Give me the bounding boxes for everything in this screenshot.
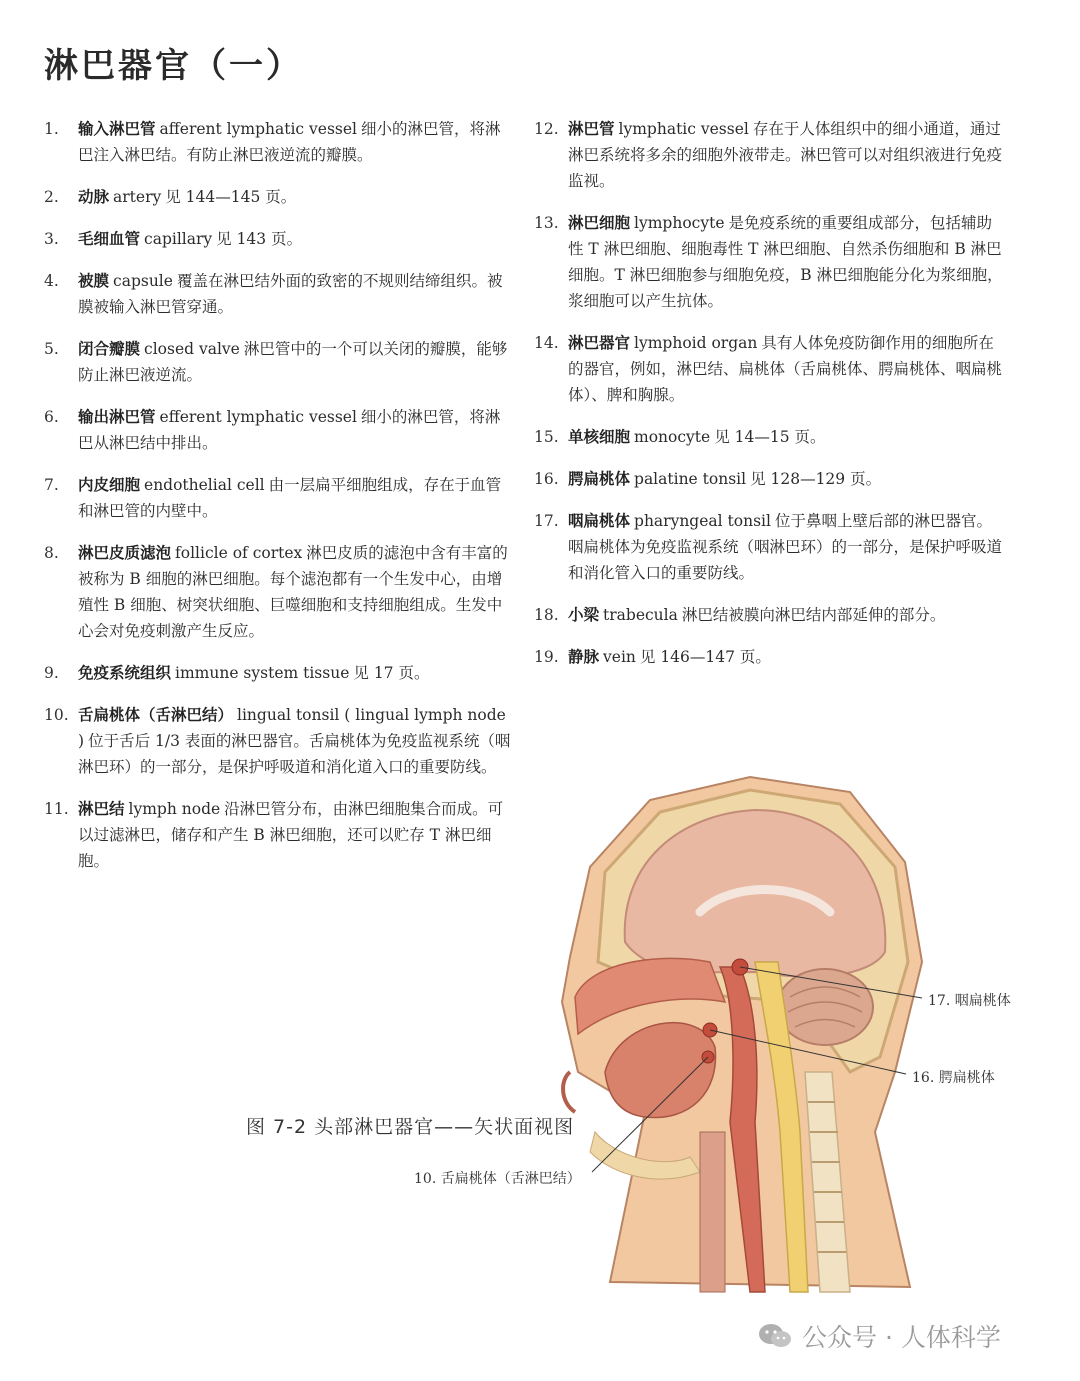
entry-term: 淋巴结 [78, 800, 125, 818]
leader-line-lingual [592, 1057, 708, 1172]
entry-description: 覆盖在淋巴结外面的致密的不规则结缔组织。被膜被输入淋巴管穿通。 [78, 272, 503, 316]
entry-english: efferent lymphatic vessel [159, 408, 357, 426]
entry-term: 单核细胞 [568, 428, 631, 446]
entry-description: 是免疫系统的重要组成部分，包括辅助性 T 淋巴细胞、细胞毒性 T 淋巴细胞、自然杀伤细胞和 B 淋巴细胞。T 淋巴细胞参与细胞免疫，B 淋巴细胞能分化为浆细胞，浆细胞可以产生抗体。 [568, 214, 1003, 310]
entry-number: 1. [44, 120, 59, 138]
entry-number: 16. [534, 470, 559, 488]
entry-english: trabecula [603, 606, 678, 624]
entry-term: 淋巴管 [568, 120, 615, 138]
entry-number: 17. [534, 512, 559, 530]
entry-english: vein [603, 648, 636, 666]
entry-english: capsule [113, 272, 173, 290]
entry-number: 6. [44, 408, 59, 426]
entry-english: monocyte [634, 428, 711, 446]
label-pharyngeal-tonsil: 17. 咽扁桃体 [928, 993, 1011, 1009]
entry-description: 具有人体免疫防御作用的细胞所在的器官，例如，淋巴结、扁桃体（舌扁桃体、腭扁桃体、咽扁桃体）、脾和胸腺。 [568, 334, 1003, 404]
entry-english: closed valve [144, 340, 240, 358]
entry-description: 淋巴管中的一个可以关闭的瓣膜，能够防止淋巴液逆流。 [78, 340, 508, 384]
entry-number: 18. [534, 606, 559, 624]
page-title: 淋巴器官（一） [44, 46, 303, 86]
entry-english: palatine tonsil [634, 470, 747, 488]
entry-english: immune system tissue [175, 664, 350, 682]
watermark-text: 公众号 · 人体科学 [802, 1323, 1001, 1352]
entry-description: 见 144—145 页。 [165, 188, 297, 206]
entry-description: 淋巴皮质的滤泡中含有丰富的被称为 B 细胞的淋巴细胞。每个滤泡都有一个生发中心，由增殖性 B 细胞、树突状细胞、巨噬细胞和支持细胞组成。生发中心会对免疫刺激产生反应。 [78, 544, 508, 640]
entry-description: 细小的淋巴管，将淋巴注入淋巴结。有防止淋巴液逆流的瓣膜。 [78, 120, 501, 164]
entry-english: follicle of cortex [175, 544, 303, 562]
entry-description: 位于舌后 1/3 表面的淋巴器官。舌扁桃体为免疫监视系统（咽淋巴环）的一部分，是保护呼吸道和消化道入口的重要防线。 [78, 732, 511, 776]
entry-description: 见 14—15 页。 [714, 428, 826, 446]
entry-description: 见 128—129 页。 [750, 470, 882, 488]
entry-number: 14. [534, 334, 559, 352]
entry-number: 7. [44, 476, 59, 494]
entry-number: 11. [44, 800, 69, 818]
leader-line-palatine [710, 1030, 906, 1074]
entry-description: 见 17 页。 [353, 664, 430, 682]
entry-term: 咽扁桃体 [568, 512, 631, 530]
entry-term: 内皮细胞 [78, 476, 141, 494]
entry-number: 5. [44, 340, 59, 358]
figure-caption: 图 7-2 头部淋巴器官——矢状面视图 [246, 1116, 575, 1138]
entry-english: lymphatic vessel [618, 120, 749, 138]
label-palatine-tonsil: 16. 腭扁桃体 [912, 1070, 995, 1086]
entry-english: lymphoid organ [634, 334, 758, 352]
entry-number: 3. [44, 230, 59, 248]
entry-term: 舌扁桃体（舌淋巴结） [78, 706, 234, 724]
entry-term: 淋巴皮质滤泡 [78, 544, 172, 562]
entry-english: pharyngeal tonsil [634, 512, 771, 530]
entry-description: 沿淋巴管分布，由淋巴细胞集合而成。可以过滤淋巴，储存和产生 B 淋巴细胞，还可以贮存 T 淋巴细胞。 [78, 800, 504, 870]
wechat-icon [758, 1322, 792, 1350]
entry-description: 细小的淋巴管，将淋巴从淋巴结中排出。 [78, 408, 501, 452]
entry-number: 2. [44, 188, 59, 206]
entry-english: afferent lymphatic vessel [159, 120, 357, 138]
entry-description: 淋巴结被膜向淋巴结内部延伸的部分。 [681, 606, 946, 624]
entry-number: 8. [44, 544, 59, 562]
entry-number: 13. [534, 214, 559, 232]
label-lingual-tonsil: 10. 舌扁桃体（舌淋巴结） [414, 1171, 581, 1187]
entry-term: 淋巴细胞 [568, 214, 631, 232]
entry-term: 毛细血管 [78, 230, 141, 248]
entry-english: capillary [144, 230, 213, 248]
entry-number: 19. [534, 648, 559, 666]
entry-english: lymphocyte [634, 214, 725, 232]
entry-number: 10. [44, 706, 69, 724]
entry-english: endothelial cell [144, 476, 265, 494]
entry-term: 输出淋巴管 [78, 408, 156, 426]
entry-number: 9. [44, 664, 59, 682]
entry-description: 由一层扁平细胞组成，存在于血管和淋巴管的内壁中。 [78, 476, 502, 520]
entry-term: 被膜 [78, 272, 110, 290]
entry-description: 存在于人体组织中的细小通道，通过淋巴系统将多余的细胞外液带走。淋巴管可以对组织液进行免疫监视。 [568, 120, 1003, 190]
watermark [758, 1318, 1001, 1354]
entry-term: 淋巴器官 [568, 334, 631, 352]
entry-number: 12. [534, 120, 559, 138]
entry-term: 免疫系统组织 [78, 664, 172, 682]
entry-number: 4. [44, 272, 59, 290]
entry-description: 见 143 页。 [216, 230, 303, 248]
entry-english: artery [113, 188, 162, 206]
entry-term: 腭扁桃体 [568, 470, 631, 488]
entry-term: 小梁 [568, 606, 600, 624]
entry-english: lymph node [128, 800, 221, 818]
entry-term: 闭合瓣膜 [78, 340, 141, 358]
entry-term: 静脉 [568, 648, 600, 666]
leader-line-pharyngeal [740, 967, 922, 998]
entry-description: 见 146—147 页。 [639, 648, 771, 666]
entry-term: 输入淋巴管 [78, 120, 156, 138]
entry-number: 15. [534, 428, 559, 446]
entry-term: 动脉 [78, 188, 110, 206]
entry-english: lingual tonsil ( lingual lymph node ) [78, 706, 506, 750]
entry-description: 位于鼻咽上壁后部的淋巴器官。咽扁桃体为免疫监视系统（咽淋巴环）的一部分，是保护呼吸道和消化管入口的重要防线。 [568, 512, 1003, 582]
